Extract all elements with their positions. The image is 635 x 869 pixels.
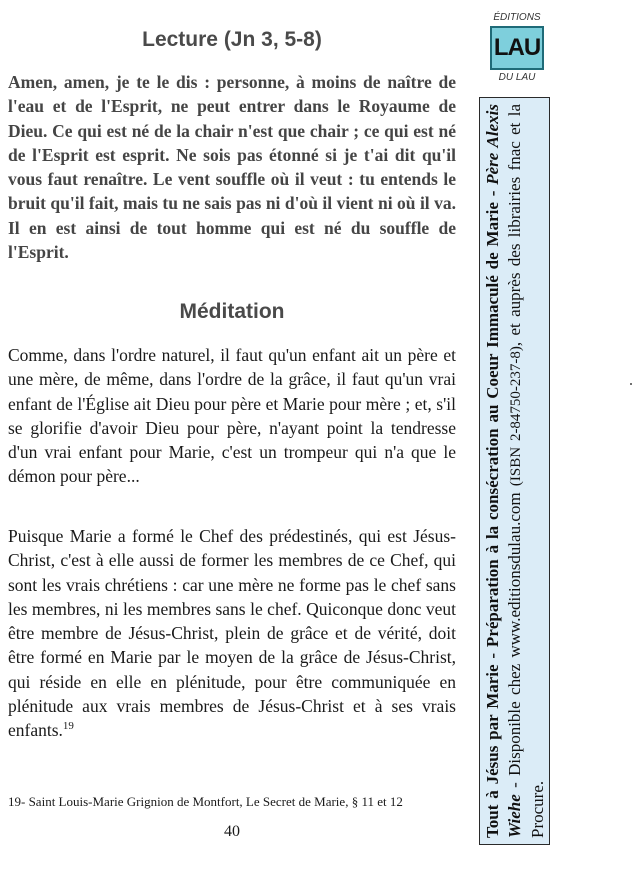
- footnote-reference: 19: [62, 720, 74, 733]
- publisher-logo: [486, 12, 548, 88]
- meditation-paragraph-2-text: Puisque Marie a formé le Chef des prédestinés, qui est Jésus-Christ, c'est à elle aussi de former les membres de ce Chef, qui sont les vrais chrétiens : car une mère ne forme pas le chef sans les membres, ni les membres sans le chef. Quiconque donc veut être membre de Jésus-Christ, plein de grâce et de vérité, doit être formé en Marie par le moyen de la grâce de Jésus-Christ, qui réside en elle en plénitude, pour être communiquée en plénitude aux vrais membres de Jésus-Christ et à ses vrais enfants.: [8, 526, 456, 741]
- book-info-text: [480, 98, 549, 844]
- meditation-title: Méditation: [179, 300, 285, 323]
- book-info-sidebar: [479, 97, 550, 845]
- meditation-paragraph-2: [8, 524, 456, 743]
- book-isbn: (ISBN 2-84750-237-8): [508, 346, 524, 487]
- page-number: 40: [224, 823, 240, 840]
- footnote: 19- Saint Louis-Marie Grignion de Montfort, Le Secret de Marie, § 11 et 12: [8, 794, 403, 809]
- logo-top-text: ÉDITIONS: [493, 12, 541, 23]
- meditation-paragraph-1: Comme, dans l'ordre naturel, il faut qu'un enfant ait un père et une mère, de même, dans l'ordre de la grâce, il faut qu'un vrai enfant de l'Église ait Dieu pour père et Marie pour mère ; et, s'il se glorifie d'avoir Dieu pour père, n'ayant point la tendresse d'un vrai enfant pour Marie, c'est un trompeur qui n'a que le démon pour père...: [8, 345, 456, 487]
- book-stores: , et auprès des librairies fnac et la Procure.: [505, 103, 547, 838]
- logo-mark: LAU: [490, 26, 544, 70]
- lecture-title: Lecture (Jn 3, 5-8): [142, 28, 322, 51]
- book-author: Père Alexis Wiehe: [483, 103, 524, 838]
- book-title: Tout à Jésus par Marie - Préparation à la consécration au Coeur Immaculé de Marie -: [483, 190, 502, 838]
- lecture-text: Amen, amen, je te le dis : personne, à moins de naître de l'eau et de l'Esprit, ne peut entrer dans le Royaume de Dieu. Ce qui est né de la chair n'est que chair ; ce qui est né de l'Esprit est esprit. Ne sois pas étonné si je t'ai dit qu'il vous faut renaître. Le vent souffle où il veut : tu entends le bruit qu'il fait, mais tu ne sais pas ni d'où il vient ni où il va. Il en est ainsi de tout homme qui est né du souffle de l'Esprit.: [8, 72, 456, 263]
- book-availability: - Disponible chez www.editionsdulau.com: [505, 486, 524, 795]
- stray-dot: [630, 383, 632, 385]
- logo-bottom-text: DU LAU: [498, 72, 536, 83]
